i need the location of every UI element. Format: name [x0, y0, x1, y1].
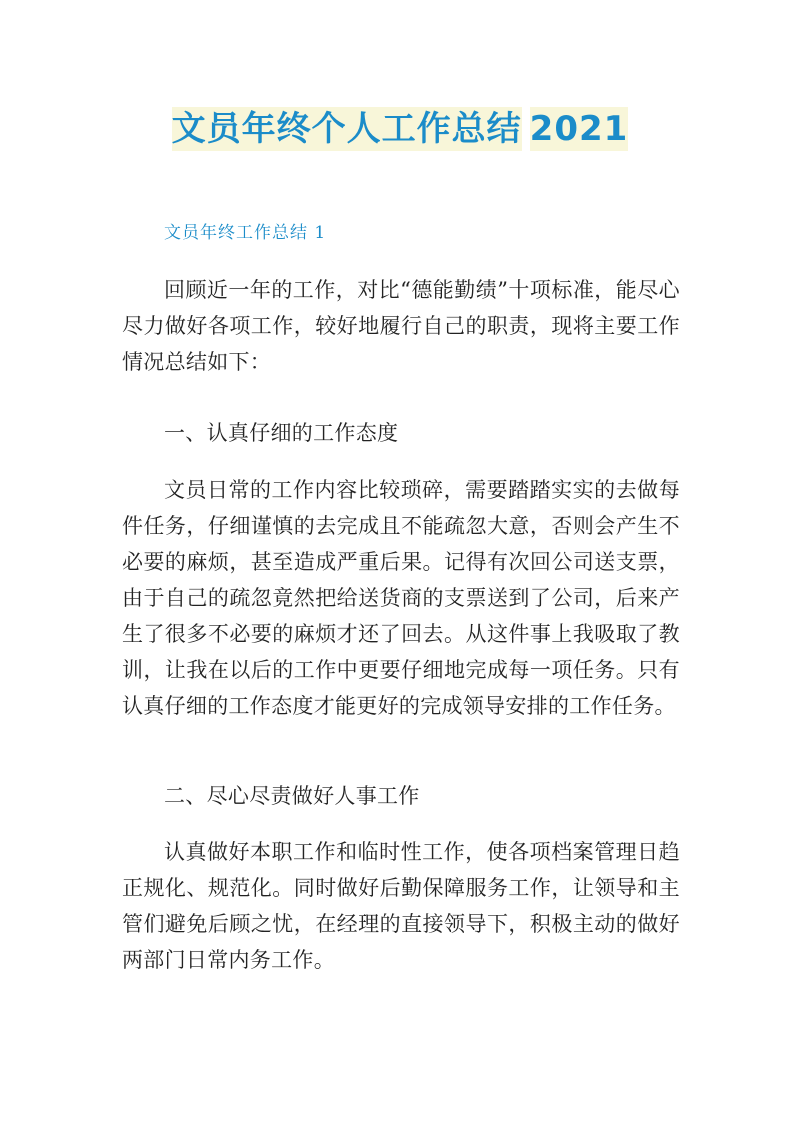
document-title [0, 106, 800, 152]
body-paragraph-2: 认真做好本职工作和临时性工作，使各项档案管理日趋正规化、规范化。同时做好后勤保障服务工作，让领导和主管们避免后顾之忧，在经理的直接领导下，积极主动的做好两部门日常内务工作。 [122, 840, 680, 972]
heading-1-block [122, 415, 680, 451]
body-paragraph-1: 文员日常的工作内容比较琐碎，需要踏踏实实的去做每件任务，仔细谨慎的去完成且不能疏忽大意，否则会产生不必要的麻烦，甚至造成严重后果。记得有次回公司送支票，由于自己的疏忽竟然把给送货商的支票送到了公司，后来产生了很多不必要的麻烦才还了回去。从这件事上我吸取了教训，让我在以后的工作中更要仔细地完成每一项任务。只有认真仔细的工作态度才能更好的完成领导安排的工作任务。 [122, 478, 680, 718]
section-heading-2: 二、尽心尽责做好人事工作 [164, 784, 420, 808]
intro-paragraph: 回顾近一年的工作，对比“德能勤绩”十项标准，能尽心尽力做好各项工作，较好地履行自己的职责，现将主要工作情况总结如下： [122, 278, 680, 374]
intro-paragraph-block [122, 272, 680, 380]
section-heading-1: 一、认真仔细的工作态度 [164, 421, 399, 445]
body-paragraph-1-block [122, 472, 680, 724]
heading-2-block [122, 778, 680, 814]
body-paragraph-2-block [122, 834, 680, 978]
title-main-text: 文员年终个人工作总结 [171, 109, 522, 149]
title-year-text: 2021 [529, 109, 629, 149]
section-subtitle: 文员年终工作总结 1 [164, 223, 327, 243]
